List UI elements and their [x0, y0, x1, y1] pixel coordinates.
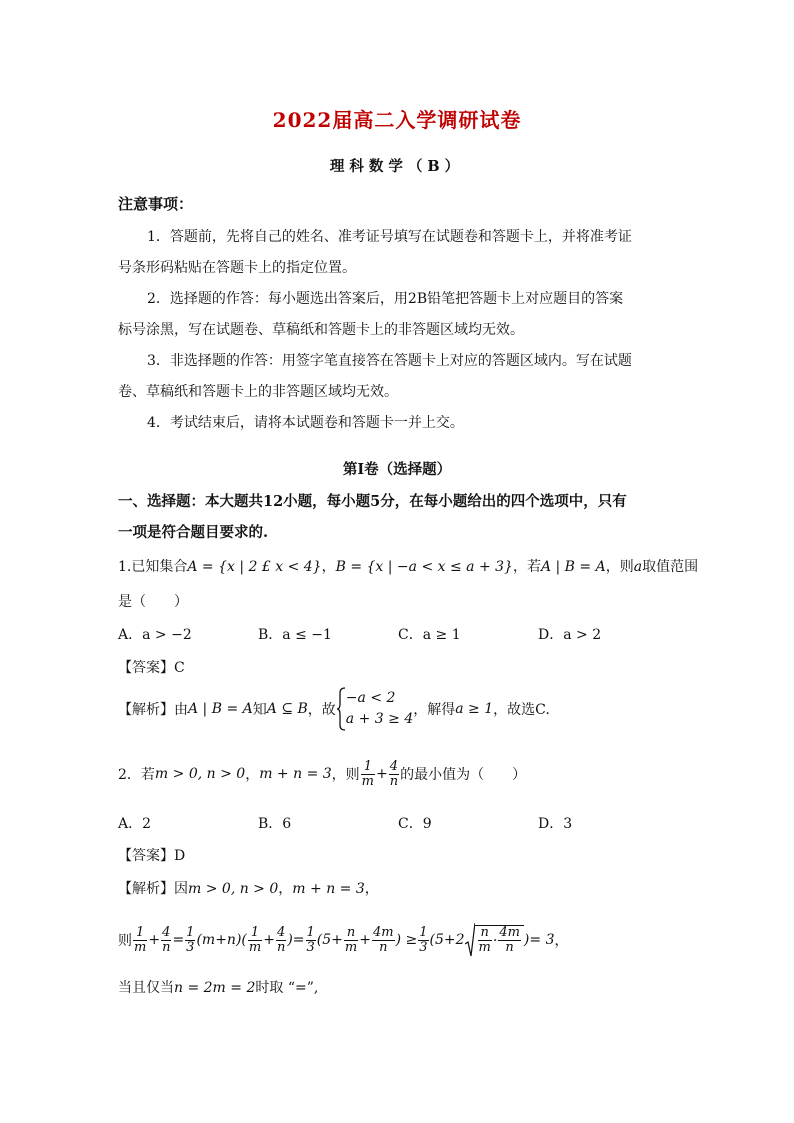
q1-cond-prefix: ，若 — [512, 559, 541, 575]
q2-option-a: A．2 — [118, 816, 152, 832]
q1-set-a: A = {x | 2 £ x < 4} — [187, 559, 322, 575]
q2-prefix: 2．若 — [118, 767, 155, 783]
deriv-frac: $\frac{4}{n}$ — [162, 924, 171, 955]
section-intro-line-1: 一、选择题：本大题共12小题，每小题5分，在每小题给出的四个选项中，只有 — [118, 493, 627, 510]
q2-answer: 【答案】D — [118, 848, 186, 864]
q1-analysis-d: A ⊆ B — [266, 701, 308, 717]
q1-analysis — [118, 687, 550, 731]
q2-option-c: C．9 — [398, 816, 432, 832]
page-subtitle: 理科数学（B） — [329, 158, 465, 175]
q1-analysis-f: ，解得 — [413, 702, 456, 718]
q2-equal-expr: n = 2m = 2 — [174, 980, 256, 996]
q1-stem-line-1 — [118, 556, 698, 576]
q2-analysis-a: 因 — [174, 881, 188, 897]
q1-comma: ， — [321, 559, 336, 575]
q2-fraction-1-den: m — [361, 773, 374, 789]
q1-option-c: C．a ≥ 1 — [398, 627, 461, 643]
q2-fraction-1-num: 1 — [361, 760, 375, 775]
q2-deriv-tail: = 3 — [529, 932, 555, 948]
q1-option-b: B．a ≤ −1 — [258, 627, 332, 643]
q1-prefix: 1.已知集合 — [118, 559, 188, 575]
q1-set-b: B = {x | −a < x ≤ a + 3} — [335, 559, 513, 575]
deriv-frac: $\frac{n}{m}$ — [344, 924, 358, 955]
q1-ask-suffix: 取值范围 — [642, 559, 699, 575]
q2-stem — [118, 754, 526, 794]
q2-analysis-b: m > 0, n > 0 — [188, 881, 279, 897]
q2-option-d: D．3 — [538, 816, 573, 832]
section-title: 第Ⅰ卷（选择题） — [342, 461, 452, 478]
q1-option-a: A．a > −2 — [118, 627, 192, 643]
q1-analysis-c: 知 — [252, 702, 267, 718]
section-intro-line-2: 一项是符合题目要求的. — [118, 524, 269, 541]
deriv-frac: $\frac{1}{m}$ — [134, 924, 147, 955]
q2-ask-prefix: ，则 — [331, 767, 360, 783]
left-brace-icon — [336, 687, 346, 731]
q2-ask-suffix: 的最小值为（ ） — [400, 767, 527, 783]
q2-analysis-d: m + n = 3 — [292, 881, 365, 897]
note-line-4: 标号涂黑，写在试题卷、草稿纸和答题卡上的非答题区域均无效。 — [118, 322, 524, 338]
q1-analysis-h: ，故选C. — [493, 702, 550, 718]
note-line-7: 4．考试结束后，请将本试题卷和答题卡一并上交。 — [147, 415, 464, 431]
q1-analysis-b: A | B = A — [188, 701, 253, 717]
q2-analysis-e: ， — [364, 881, 379, 897]
q2-fraction-2-den: n — [389, 773, 399, 789]
q1-option-d: D．a > 2 — [538, 627, 602, 643]
note-line-6: 卷、草稿纸和答题卡上的非答题区域均无效。 — [118, 384, 398, 400]
q2-equal-suffix: 时取 “=”, — [255, 980, 319, 996]
q1-answer: 【答案】C — [118, 660, 185, 676]
q1-ask-prefix: ，则 — [605, 559, 634, 575]
q2-analysis-label: 【解析】 — [118, 881, 174, 897]
q2-analysis-c: ， — [278, 881, 293, 897]
sqrt-symbol: $\frac{n}{m}$ · $\frac{4m}{n}$ — [465, 922, 524, 958]
deriv-frac: $\frac{1}{3}$ — [186, 924, 195, 955]
q2-equality-condition — [118, 977, 318, 997]
deriv-frac: $\frac{4}{n}$ — [276, 924, 286, 955]
q2-equal-prefix: 当且仅当 — [118, 980, 174, 996]
notes-heading: 注意事项： — [118, 195, 194, 213]
q2-sep: ， — [245, 767, 260, 783]
q2-deriv-end: ， — [554, 933, 569, 949]
q2-plus: + — [376, 766, 388, 782]
q1-system-line-2: a + 3 ≥ 4 — [345, 711, 414, 727]
q1-analysis-e: ，故 — [307, 702, 336, 718]
deriv-frac: $\frac{1}{3}$ — [419, 924, 428, 955]
note-line-2: 号条形码粘贴在答题卡上的指定位置。 — [118, 260, 356, 276]
q1-analysis-a: 由 — [174, 702, 188, 718]
note-line-3: 2．选择题的作答：每小题选出答案后，用2B铅笔把答题卡上对应题目的答案 — [147, 291, 624, 307]
deriv-frac: $\frac{1}{m}$ — [248, 924, 262, 955]
q2-fraction-2-num: 4 — [389, 758, 399, 774]
q1-system-line-1: −a < 2 — [345, 690, 396, 706]
q2-cond-1: m > 0, n > 0 — [154, 766, 246, 782]
q1-condition: A | B = A — [540, 559, 606, 575]
q2-option-b: B．6 — [258, 816, 292, 832]
radical-sign-icon — [465, 922, 475, 958]
q2-derivation: 则 $\frac{1}{m}$ + $\frac{4}{n}$ = $\frac{1}{3}$ (m+n)( $\frac{1}{m}$ + $\frac{4}{n}$ )= $\frac{1}{3}$ (5+ $\frac{n}{m}$ + $\frac{4m}{n}$ ) ≥ $\frac{1}{3}$ (5+2 $\frac{n}{m}$ · $\frac{4m}{n}$ ) = 3 ， — [118, 915, 568, 965]
q2-fraction-1 — [361, 760, 375, 789]
q1-ask-var: a — [633, 559, 643, 575]
q2-fraction-2 — [389, 760, 399, 789]
q1-stem-line-2: 是（ ） — [118, 594, 188, 610]
q1-analysis-label: 【解析】 — [118, 702, 174, 718]
deriv-frac: $\frac{1}{3}$ — [306, 924, 315, 955]
page-title: 2022届高二入学调研试卷 — [272, 108, 522, 132]
q1-analysis-g: a ≥ 1 — [455, 701, 494, 717]
q1-system — [336, 687, 413, 731]
note-line-5: 3．非选择题的作答：用签字笔直接答在答题卡上对应的答题区域内。写在试题 — [147, 353, 632, 369]
q2-cond-2: m + n = 3 — [259, 766, 332, 782]
q2-deriv-prefix: 则 — [118, 933, 132, 949]
deriv-frac: $\frac{4m}{n}$ — [372, 924, 394, 955]
q2-analysis — [118, 878, 379, 898]
note-line-1: 1．答题前，先将自己的姓名、准考证号填写在试题卷和答题卡上，并将准考证 — [147, 229, 632, 245]
